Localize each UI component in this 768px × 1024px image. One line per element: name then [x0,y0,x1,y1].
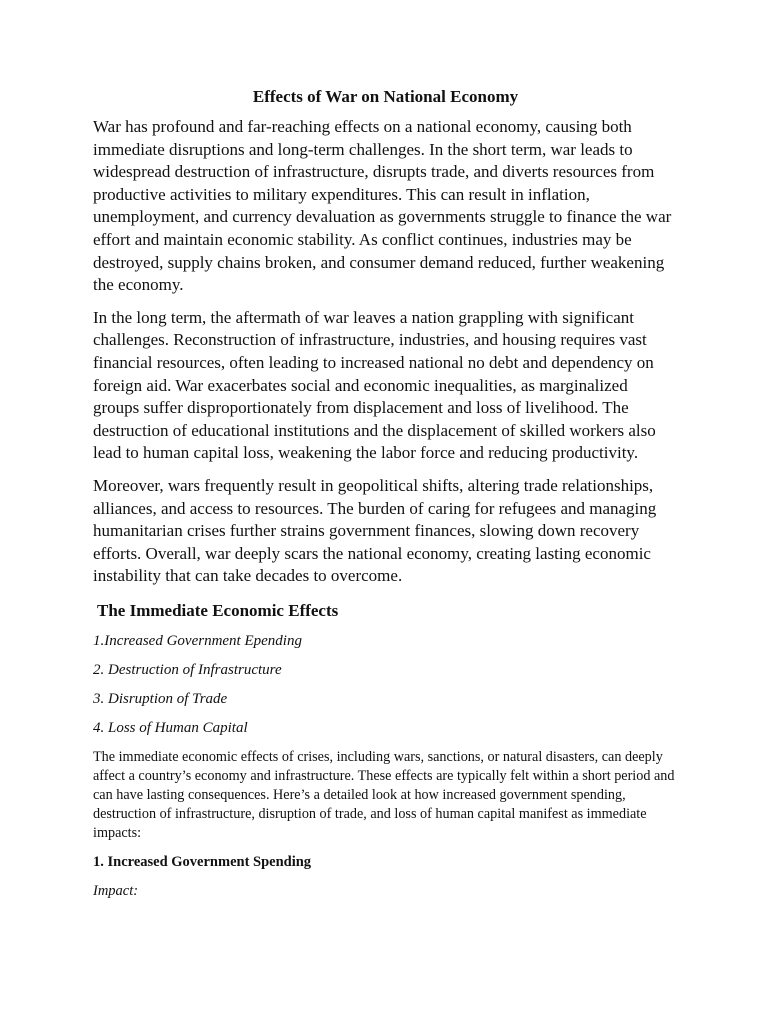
impact-label: Impact: [93,882,139,899]
overview-paragraph: The immediate economic effects of crises, including wars, sanctions, or natural disasters, can deeply affect a country’s economy and infrastructure. These effects are typically felt within a short period and can have lasting consequences. Here’s a detailed look at how increased government spending, destruction of infrastructure, disruption of trade, and loss of human capital manifest as immediate impacts: [93,748,675,841]
document-page [93,86,678,901]
list-item: 2. Destruction of Infrastructure [93,661,282,678]
list-item: 3. Disruption of Trade [93,690,228,707]
intro-paragraph-2: In the long term, the aftermath of war leaves a nation grappling with significant challenges. Reconstruction of infrastructure, industries, and housing requires vast financial resources, often leading to increased national no debt and dependency on foreign aid. War exacerbates social and economic inequalities, as marginalized groups suffer disproportionately from displacement and loss of livelihood. The destruction of educational institutions and the displacement of skilled workers also lead to human capital loss, weakening the labor force and reducing productivity. [93,307,656,463]
effects-list [93,632,678,738]
document-title: Effects of War on National Economy [252,87,519,106]
intro-paragraph-1: War has profound and far-reaching effects on a national economy, causing both immediate disruptions and long-term challenges. In the short term, war leads to widespread destruction of infrastructure, disrupts trade, and diverts resources from productive activities to military expenditures. This can result in inflation, unemployment, and currency devaluation as governments struggle to finance the war effort and maintain economic stability. As conflict continues, industries may be destroyed, supply chains broken, and consumer demand reduced, further weakening the economy. [93,117,672,295]
list-item: 1.Increased Government Epending [93,632,302,649]
intro-paragraph-3: Moreover, wars frequently result in geopolitical shifts, altering trade relationships, alliances, and access to resources. The burden of caring for refugees and managing humanitarian crises further strains government finances, slowing down recovery efforts. Overall, war deeply scars the national economy, creating lasting economic instability that can take decades to overcome. [93,475,657,586]
section-heading-immediate-effects: The Immediate Economic Effects [97,600,339,620]
list-item: 4. Loss of Human Capital [93,719,248,736]
subsection-heading: 1. Increased Government Spending [93,853,312,870]
